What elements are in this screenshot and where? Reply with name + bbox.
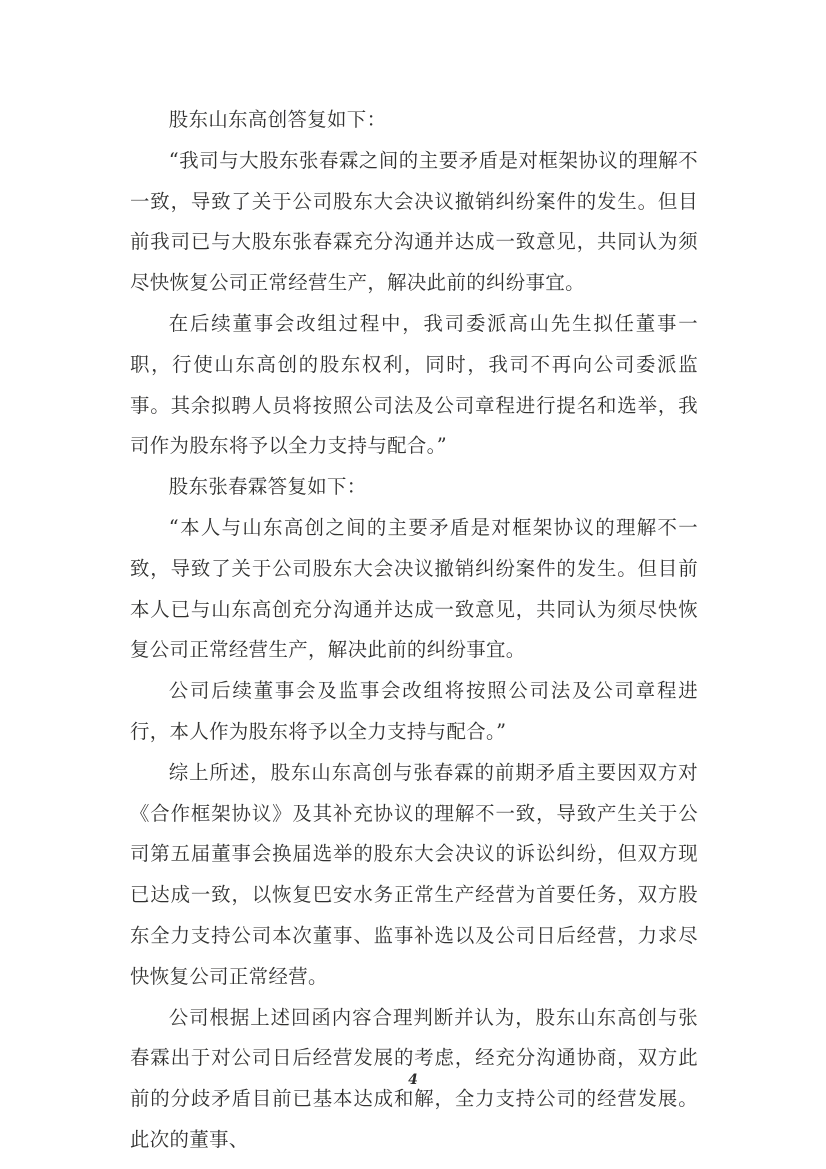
- paragraph-zhang-chunlin-reply-2: 公司后续董事会及监事会改组将按照公司法及公司章程进行，本人作为股东将予以全力支持与配合。”: [130, 679, 698, 743]
- paragraph-zhang-chunlin-reply-1: “本人与山东高创之间的主要矛盾是对框架协议的理解不一致，导致了关于公司股东大会决议撤销纠纷案件的发生。但目前本人已与山东高创充分沟通并达成一致意见，共同认为须尽快恢复公司正常经营生产，解决此前的纠纷事宜。: [130, 515, 698, 662]
- paragraph-shandong-gaochuang-reply-2: 在后续董事会改组过程中，我司委派高山先生拟任董事一职，行使山东高创的股东权利，同时，我司不再向公司委派监事。其余拟聘人员将按照公司法及公司章程进行提名和选举，我司作为股东将予以全力支持与配合。”: [130, 311, 698, 458]
- paragraph-summary: 综上所述，股东山东高创与张春霖的前期矛盾主要因双方对《合作框架协议》及其补充协议的理解不一致，导致产生关于公司第五届董事会换届选举的股东大会决议的诉讼纠纷，但双方现已达成一致，以恢复巴安水务正常生产经营为首要任务，双方股东全力支持公司本次董事、监事补选以及公司日后经营，力求尽快恢复公司正常经营。: [130, 760, 698, 988]
- paragraph-shandong-gaochuang-reply-1: “我司与大股东张春霖之间的主要矛盾是对框架协议的理解不一致，导致了关于公司股东大会决议撤销纠纷案件的发生。但目前我司已与大股东张春霖充分沟通并达成一致意见，共同认为须尽快恢复公司正常经营生产，解决此前的纠纷事宜。: [130, 148, 698, 295]
- document-body: [130, 100, 698, 1161]
- paragraph-shandong-gaochuang-intro: 股东山东高创答复如下：: [168, 108, 387, 131]
- paragraph-zhang-chunlin-intro: 股东张春霖答复如下：: [168, 475, 367, 499]
- paragraph-company-judgement: 公司根据上述回函内容合理判断并认为，股东山东高创与张春霖出于对公司日后经营发展的考虑，经充分沟通协商，双方此前的分歧矛盾目前已基本达成和解，全力支持公司的经营发展。此次的董事、: [130, 1005, 698, 1151]
- page-number: 4: [408, 1072, 418, 1088]
